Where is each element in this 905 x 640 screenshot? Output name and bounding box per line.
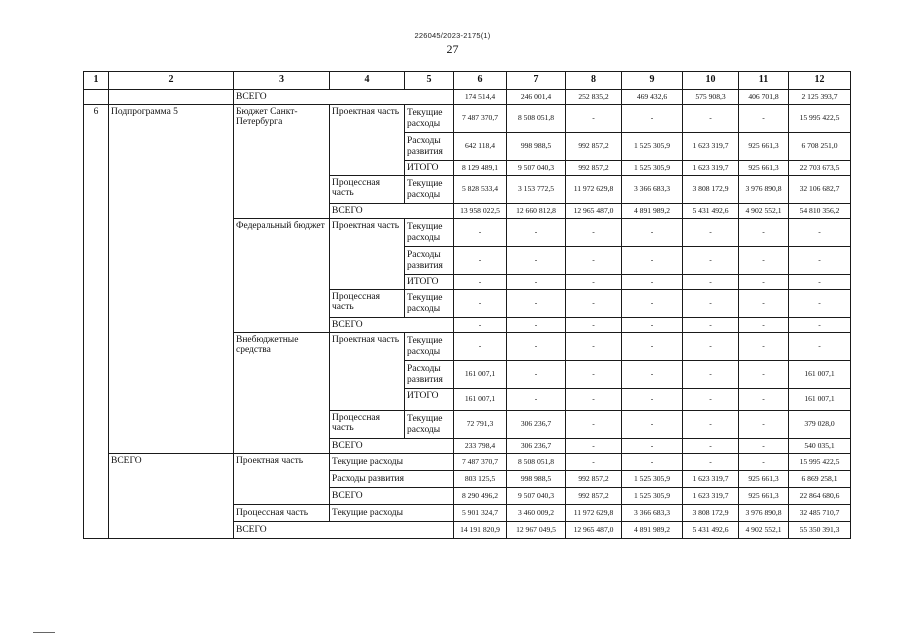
value-cell: - [622, 361, 683, 389]
value-cell: - [454, 247, 507, 275]
total-label: ВСЕГО [330, 439, 454, 454]
col-header: 12 [789, 72, 851, 90]
value-cell: 4 891 989,2 [622, 522, 683, 539]
value-cell: 1 525 305,9 [622, 161, 683, 176]
value-cell: - [622, 290, 683, 318]
value-cell: 55 350 391,3 [789, 522, 851, 539]
value-cell: - [739, 361, 789, 389]
current-expenses-label: Текущие расходы [405, 105, 454, 133]
total-label: ВСЕГО [234, 522, 454, 539]
value-cell: 925 661,3 [739, 161, 789, 176]
total-label: ВСЕГО [330, 318, 454, 333]
col-header: 2 [109, 72, 234, 90]
development-expenses-label: Расходы развития [405, 133, 454, 161]
value-cell: 6 708 251,0 [789, 133, 851, 161]
value-cell: - [507, 361, 566, 389]
value-cell: 5 431 492,6 [683, 522, 739, 539]
value-cell: - [683, 333, 739, 361]
value-cell: 7 487 370,7 [454, 105, 507, 133]
value-cell: - [683, 275, 739, 290]
value-cell: - [739, 275, 789, 290]
value-cell: 3 366 683,3 [622, 505, 683, 522]
col-header: 10 [683, 72, 739, 90]
process-part-label: Процессная часть [234, 505, 330, 522]
page-number: 27 [446, 42, 459, 56]
value-cell: - [739, 411, 789, 439]
col-header: 7 [507, 72, 566, 90]
value-cell: - [789, 247, 851, 275]
value-cell: 998 988,5 [507, 133, 566, 161]
value-cell: 575 908,3 [683, 90, 739, 105]
value-cell: 12 660 812,8 [507, 204, 566, 219]
value-cell: 8 508 051,8 [507, 105, 566, 133]
development-expenses-label: Расходы развития [405, 361, 454, 389]
table-row [84, 105, 851, 133]
value-cell: 12 965 487,0 [566, 522, 622, 539]
value-cell: 72 791,3 [454, 411, 507, 439]
value-cell: 4 891 989,2 [622, 204, 683, 219]
header-row [84, 72, 851, 90]
value-cell: - [789, 275, 851, 290]
value-cell: - [507, 318, 566, 333]
value-cell: 992 857,2 [566, 471, 622, 488]
value-cell: - [566, 247, 622, 275]
project-part-label: Проектная часть [330, 333, 405, 411]
value-cell: 9 507 040,3 [507, 488, 566, 505]
empty-cell [109, 90, 234, 105]
value-cell: 32 106 682,7 [789, 176, 851, 204]
value-cell: 3 808 172,9 [683, 505, 739, 522]
value-cell: - [566, 290, 622, 318]
value-cell: - [739, 290, 789, 318]
value-cell: - [683, 361, 739, 389]
current-expenses-label: Текущие расходы [405, 333, 454, 361]
value-cell: 4 902 552,1 [739, 204, 789, 219]
value-cell: 3 976 890,8 [739, 176, 789, 204]
value-cell: 161 007,1 [789, 361, 851, 389]
value-cell: - [566, 389, 622, 411]
value-cell: - [454, 275, 507, 290]
value-cell: - [622, 454, 683, 471]
col-header: 1 [84, 72, 109, 90]
col-header: 5 [405, 72, 454, 90]
value-cell: 8 290 496,2 [454, 488, 507, 505]
subtotal-label: ИТОГО [405, 161, 454, 176]
value-cell: - [739, 219, 789, 247]
value-cell: - [622, 275, 683, 290]
current-expenses-label: Текущие расходы [405, 219, 454, 247]
value-cell: 1 525 305,9 [622, 133, 683, 161]
value-cell: - [683, 454, 739, 471]
page-corner-mark [33, 632, 55, 633]
value-cell: - [739, 454, 789, 471]
table-row [84, 454, 851, 471]
value-cell: 642 118,4 [454, 133, 507, 161]
budget-table [83, 71, 851, 539]
value-cell: 14 191 820,9 [454, 522, 507, 539]
value-cell: - [739, 318, 789, 333]
overall-total-label: ВСЕГО [109, 454, 234, 539]
value-cell: - [566, 361, 622, 389]
value-cell: 1 623 319,7 [683, 133, 739, 161]
value-cell: 174 514,4 [454, 90, 507, 105]
value-cell: 161 007,1 [454, 389, 507, 411]
value-cell: - [789, 290, 851, 318]
value-cell: 12 967 049,5 [507, 522, 566, 539]
process-part-label: Процессная часть [330, 411, 405, 439]
table-row [84, 90, 851, 105]
program-name: Подпрограмма 5 [109, 105, 234, 454]
value-cell: - [566, 105, 622, 133]
value-cell: 306 236,7 [507, 439, 566, 454]
document-id: 226045/2023-2175(1) [414, 31, 491, 40]
value-cell: 9 507 040,3 [507, 161, 566, 176]
value-cell: - [739, 439, 789, 454]
value-cell: - [507, 389, 566, 411]
project-part-label: Проектная часть [330, 219, 405, 290]
value-cell: 5 431 492,6 [683, 204, 739, 219]
value-cell: - [622, 247, 683, 275]
current-expenses-label: Текущие расходы [330, 505, 454, 522]
col-header: 9 [622, 72, 683, 90]
value-cell: 1 623 319,7 [683, 161, 739, 176]
value-cell: 306 236,7 [507, 411, 566, 439]
value-cell: 161 007,1 [454, 361, 507, 389]
project-part-label: Проектная часть [234, 454, 330, 505]
value-cell: - [507, 247, 566, 275]
value-cell: 22 703 673,5 [789, 161, 851, 176]
value-cell: - [622, 318, 683, 333]
value-cell: - [622, 219, 683, 247]
value-cell: 925 661,3 [739, 133, 789, 161]
value-cell: 3 366 683,3 [622, 176, 683, 204]
value-cell: 4 902 552,1 [739, 522, 789, 539]
value-cell: 2 125 393,7 [789, 90, 851, 105]
value-cell: - [566, 275, 622, 290]
current-expenses-label: Текущие расходы [405, 290, 454, 318]
value-cell: 379 028,0 [789, 411, 851, 439]
value-cell: 11 972 629,8 [566, 505, 622, 522]
value-cell: - [622, 105, 683, 133]
value-cell: 1 525 305,9 [622, 471, 683, 488]
value-cell: - [683, 247, 739, 275]
value-cell: 998 988,5 [507, 471, 566, 488]
value-cell: - [622, 411, 683, 439]
current-expenses-label: Текущие расходы [405, 411, 454, 439]
value-cell: - [454, 290, 507, 318]
value-cell: 252 835,2 [566, 90, 622, 105]
value-cell: 1 623 319,7 [683, 471, 739, 488]
value-cell: 3 808 172,9 [683, 176, 739, 204]
value-cell: 992 857,2 [566, 161, 622, 176]
subtotal-label: ИТОГО [405, 275, 454, 290]
empty-cell [84, 90, 109, 105]
value-cell: - [739, 389, 789, 411]
value-cell: - [454, 318, 507, 333]
process-part-label: Процессная часть [330, 290, 405, 318]
value-cell: 992 857,2 [566, 133, 622, 161]
value-cell: 246 001,4 [507, 90, 566, 105]
value-cell: - [566, 439, 622, 454]
value-cell: - [683, 219, 739, 247]
col-header: 3 [234, 72, 330, 90]
value-cell: 7 487 370,7 [454, 454, 507, 471]
value-cell: - [566, 454, 622, 471]
value-cell: 406 701,8 [739, 90, 789, 105]
value-cell: - [739, 247, 789, 275]
value-cell: - [507, 333, 566, 361]
value-cell: 233 798,4 [454, 439, 507, 454]
value-cell: - [566, 411, 622, 439]
value-cell: 15 995 422,5 [789, 105, 851, 133]
value-cell: 5 901 324,7 [454, 505, 507, 522]
value-cell: - [622, 333, 683, 361]
value-cell: 1 525 305,9 [622, 488, 683, 505]
value-cell: 8 508 051,8 [507, 454, 566, 471]
value-cell: - [683, 290, 739, 318]
value-cell: 54 810 356,2 [789, 204, 851, 219]
source-spb: Бюджет Санкт-Петербурга [234, 105, 330, 219]
value-cell: - [683, 389, 739, 411]
value-cell: - [789, 318, 851, 333]
value-cell: - [789, 219, 851, 247]
value-cell: - [739, 333, 789, 361]
col-header: 8 [566, 72, 622, 90]
value-cell: - [507, 219, 566, 247]
value-cell: - [683, 439, 739, 454]
col-header: 6 [454, 72, 507, 90]
value-cell: - [683, 411, 739, 439]
value-cell: 992 857,2 [566, 488, 622, 505]
value-cell: 3 460 009,2 [507, 505, 566, 522]
current-expenses-label: Текущие расходы [405, 176, 454, 204]
process-part-label: Процессная часть [330, 176, 405, 204]
value-cell: 925 661,3 [739, 488, 789, 505]
value-cell: 469 432,6 [622, 90, 683, 105]
subtotal-label: ИТОГО [405, 389, 454, 411]
value-cell: 3 976 890,8 [739, 505, 789, 522]
value-cell: - [507, 290, 566, 318]
value-cell: 1 623 319,7 [683, 488, 739, 505]
source-extrabudget: Внебюджетные средства [234, 333, 330, 454]
value-cell: 803 125,5 [454, 471, 507, 488]
value-cell: - [566, 219, 622, 247]
value-cell: - [622, 439, 683, 454]
value-cell: - [622, 389, 683, 411]
value-cell: 12 965 487,0 [566, 204, 622, 219]
value-cell: 32 485 710,7 [789, 505, 851, 522]
value-cell: - [739, 105, 789, 133]
col-header: 11 [739, 72, 789, 90]
value-cell: 540 035,1 [789, 439, 851, 454]
value-cell: 13 958 022,5 [454, 204, 507, 219]
value-cell: - [566, 333, 622, 361]
development-expenses-label: Расходы развития [405, 247, 454, 275]
project-part-label: Проектная часть [330, 105, 405, 176]
value-cell: 8 129 489,1 [454, 161, 507, 176]
value-cell: 161 007,1 [789, 389, 851, 411]
current-expenses-label: Текущие расходы [330, 454, 454, 471]
value-cell: 5 828 533,4 [454, 176, 507, 204]
value-cell: 925 661,3 [739, 471, 789, 488]
value-cell: - [683, 105, 739, 133]
value-cell: 11 972 629,8 [566, 176, 622, 204]
total-label: ВСЕГО [330, 204, 454, 219]
value-cell: - [454, 219, 507, 247]
value-cell: 6 869 258,1 [789, 471, 851, 488]
development-expenses-label: Расходы развития [330, 471, 454, 488]
col-header: 4 [330, 72, 405, 90]
value-cell: - [566, 318, 622, 333]
value-cell: 22 864 680,6 [789, 488, 851, 505]
value-cell: 15 995 422,5 [789, 454, 851, 471]
value-cell: - [454, 333, 507, 361]
value-cell: - [789, 333, 851, 361]
row-number: 6 [84, 105, 109, 539]
total-label: ВСЕГО [330, 488, 454, 505]
value-cell: 3 153 772,5 [507, 176, 566, 204]
total-label: ВСЕГО [234, 90, 454, 105]
source-federal: Федеральный бюджет [234, 219, 330, 333]
value-cell: - [507, 275, 566, 290]
value-cell: - [683, 318, 739, 333]
